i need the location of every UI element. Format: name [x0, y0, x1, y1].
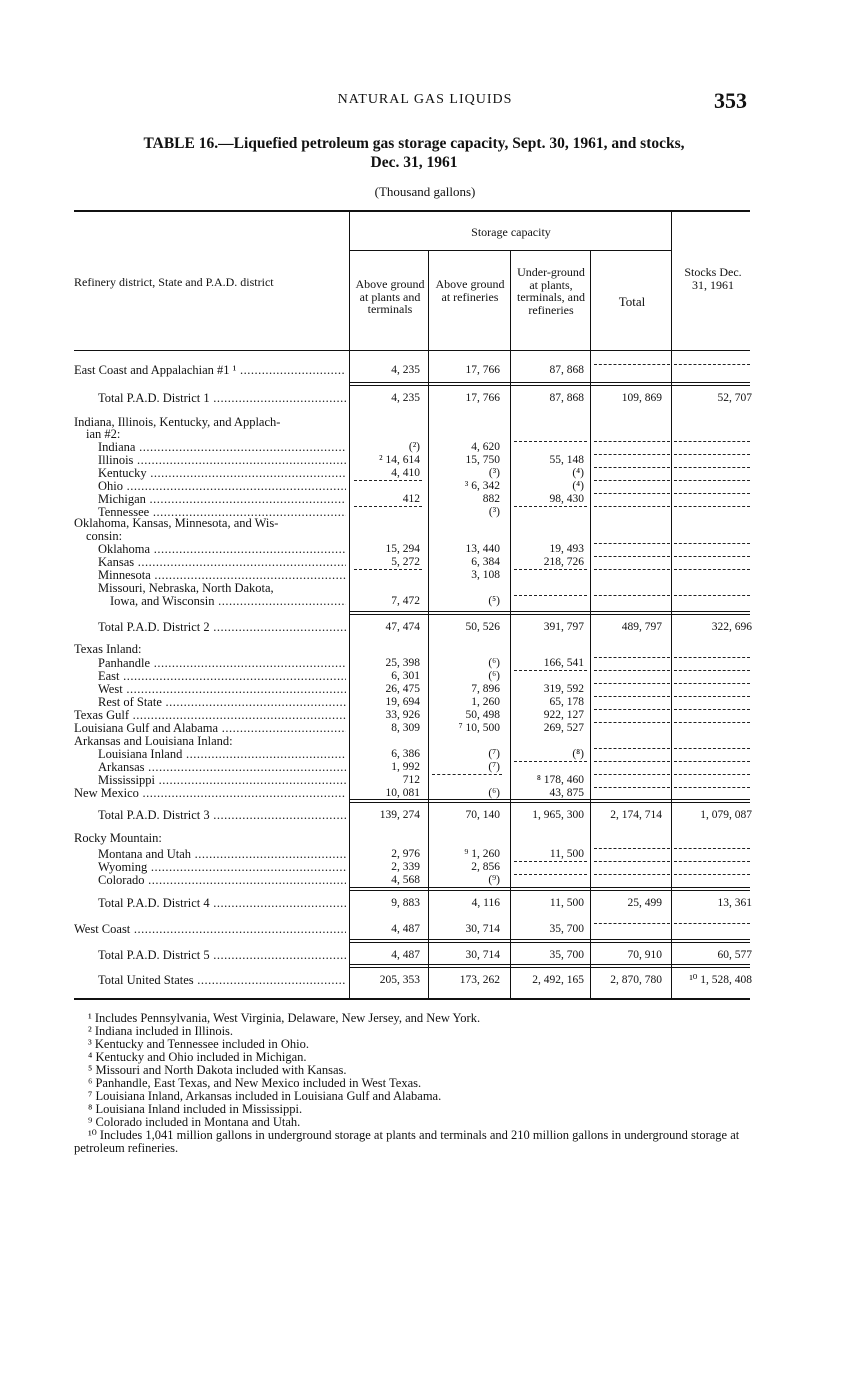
table-title-line-2: Dec. 31, 1961 — [370, 154, 458, 171]
table-row — [74, 861, 754, 874]
empty-cell-leader — [674, 709, 750, 710]
total-separator-rule — [350, 967, 750, 968]
table-row — [74, 774, 754, 787]
cell-above-ground-plants: 25, 398 — [385, 657, 420, 669]
cell-above-ground-plants: 4, 410 — [391, 467, 420, 479]
empty-cell-leader — [674, 595, 750, 596]
cell-above-ground-refineries: 4, 620 — [471, 441, 500, 453]
table-row — [74, 493, 754, 506]
total-row — [74, 392, 754, 405]
empty-cell-leader — [594, 861, 670, 862]
table-row — [74, 595, 754, 608]
cell-stocks: 52, 707 — [717, 392, 752, 404]
cell-underground: 35, 700 — [549, 949, 584, 961]
row-label: Total P.A.D. District 2 ..... — [74, 621, 346, 634]
table-top-rule — [74, 210, 750, 212]
row-label: Colorado ..... — [74, 874, 346, 887]
cell-total: 2, 174, 714 — [610, 809, 662, 821]
row-label: Kentucky ..... — [74, 467, 346, 480]
table-row — [74, 582, 754, 595]
footnote: ³ Kentucky and Tennessee included in Ohio. — [88, 1037, 309, 1051]
empty-cell-leader — [354, 506, 422, 507]
empty-cell-leader — [514, 595, 587, 596]
empty-cell-leader — [594, 506, 670, 507]
empty-cell-leader — [674, 493, 750, 494]
total-separator-rule — [350, 385, 750, 386]
row-label: Total P.A.D. District 4 ..... — [74, 897, 346, 910]
cell-total: 2, 870, 780 — [610, 974, 662, 986]
cell-stocks: 322, 696 — [711, 621, 752, 633]
row-label: Illinois ..... — [74, 454, 346, 467]
cell-underground: 269, 527 — [543, 722, 584, 734]
cell-above-ground-refineries: 7, 896 — [471, 683, 500, 695]
empty-cell-leader — [514, 506, 587, 507]
cell-above-ground-plants: 7, 472 — [391, 595, 420, 607]
total-separator-rule — [350, 611, 750, 612]
total-separator-rule — [350, 887, 750, 888]
row-label: Oklahoma ..... — [74, 543, 346, 556]
cell-underground: 87, 868 — [549, 392, 584, 404]
cell-above-ground-plants: 4, 235 — [391, 392, 420, 404]
empty-cell-leader — [594, 569, 670, 570]
empty-cell-leader — [514, 441, 587, 442]
cell-underground: 11, 500 — [549, 897, 584, 909]
row-label: Total P.A.D. District 3 ..... — [74, 809, 346, 822]
row-label: Missouri, Nebraska, North Dakota, — [98, 582, 274, 595]
empty-cell-leader — [674, 670, 750, 671]
empty-cell-leader — [674, 722, 750, 723]
empty-cell-leader — [674, 848, 750, 849]
cell-underground: (⁴) — [572, 480, 584, 492]
col-total-header: Total — [618, 294, 646, 309]
row-label: Louisiana Gulf and Alabama ..... — [74, 722, 346, 735]
cell-stocks: ¹⁰ 1, 528, 408 — [689, 974, 752, 986]
footnote: ¹⁰ Includes 1,041 million gallons in underground storage at plants and terminals and 210 million gallons in underground storage at petroleum refineries. — [74, 1128, 740, 1155]
row-label: West ..... — [74, 683, 346, 696]
table-row — [74, 761, 754, 774]
empty-cell-leader — [674, 569, 750, 570]
cell-underground: (⁴) — [572, 467, 584, 479]
row-label: Kansas ..... — [74, 556, 346, 569]
cell-above-ground-refineries: 2, 856 — [471, 861, 500, 873]
table-row — [74, 683, 754, 696]
footnotes — [74, 1012, 754, 1155]
empty-cell-leader — [594, 774, 670, 775]
total-separator-rule — [350, 802, 750, 803]
cell-total: 489, 797 — [621, 621, 662, 633]
cell-above-ground-plants: 26, 475 — [385, 683, 420, 695]
empty-cell-leader — [594, 848, 670, 849]
cell-above-ground-plants: 8, 309 — [391, 722, 420, 734]
row-label: Michigan ..... — [74, 493, 346, 506]
cell-total: 109, 869 — [621, 392, 662, 404]
table-row — [74, 556, 754, 569]
cell-total: 25, 499 — [627, 897, 662, 909]
cell-underground: 166, 541 — [543, 657, 584, 669]
table-row — [74, 748, 754, 761]
row-label: Total P.A.D. District 5 ..... — [74, 949, 346, 962]
total-separator-rule — [350, 939, 750, 940]
cell-above-ground-plants: 47, 474 — [385, 621, 420, 633]
cell-above-ground-refineries: (⁹) — [488, 874, 500, 886]
cell-above-ground-refineries: 13, 440 — [465, 543, 500, 555]
empty-cell-leader — [594, 493, 670, 494]
cell-above-ground-plants: 4, 235 — [391, 364, 420, 376]
cell-underground: 43, 875 — [549, 787, 584, 799]
cell-above-ground-plants: 5, 272 — [391, 556, 420, 568]
cell-underground: 1, 965, 300 — [532, 809, 584, 821]
cell-above-ground-refineries: ⁷ 10, 500 — [458, 722, 500, 734]
empty-cell-leader — [594, 722, 670, 723]
empty-cell-leader — [594, 874, 670, 875]
cell-above-ground-refineries: (⁷) — [488, 748, 500, 760]
cell-above-ground-refineries: 50, 526 — [465, 621, 500, 633]
empty-cell-leader — [514, 569, 587, 570]
cell-above-ground-refineries: (⁶) — [488, 787, 500, 799]
empty-cell-leader — [594, 441, 670, 442]
cell-underground: 2, 492, 165 — [532, 974, 584, 986]
empty-cell-leader — [674, 774, 750, 775]
cell-underground: 35, 700 — [549, 923, 584, 935]
row-label: Tennessee ..... — [74, 506, 346, 519]
cell-underground: 218, 726 — [543, 556, 584, 568]
empty-cell-leader — [594, 467, 670, 468]
empty-cell-leader — [674, 506, 750, 507]
cell-underground: 19, 493 — [549, 543, 584, 555]
empty-cell-leader — [594, 480, 670, 481]
cell-underground: 319, 592 — [543, 683, 584, 695]
footnote: ² Indiana included in Illinois. — [88, 1024, 234, 1038]
cell-above-ground-refineries: 30, 714 — [465, 949, 500, 961]
empty-cell-leader — [594, 364, 670, 365]
footnote: ⁷ Louisiana Inland, Arkansas included in Louisiana Gulf and Alabama. — [88, 1089, 442, 1103]
footnote: ⁹ Colorado included in Montana and Utah. — [88, 1115, 301, 1129]
row-label: Minnesota ..... — [74, 569, 346, 582]
row-label: Arkansas and Louisiana Inland: — [74, 735, 233, 748]
table-title-line-1: TABLE 16.—Liquefied petroleum gas storage capacity, Sept. 30, 1961, and stocks, — [143, 135, 685, 152]
empty-cell-leader — [514, 861, 587, 862]
empty-cell-leader — [594, 595, 670, 596]
table-units: (Thousand gallons) — [374, 184, 476, 199]
running-title: NATURAL GAS LIQUIDS — [337, 92, 513, 107]
cell-above-ground-plants: 4, 568 — [391, 874, 420, 886]
cell-above-ground-plants: 6, 386 — [391, 748, 420, 760]
col-stocks-header: Stocks Dec. 31, 1961 — [684, 265, 742, 292]
row-label: East Coast and Appalachian #1 ¹ ..... — [74, 364, 346, 377]
cell-underground: 98, 430 — [549, 493, 584, 505]
cell-above-ground-refineries: 17, 766 — [465, 364, 500, 376]
cell-above-ground-refineries: 15, 750 — [465, 454, 500, 466]
table-row — [74, 480, 754, 493]
cell-underground: 87, 868 — [549, 364, 584, 376]
row-label: ian #2: — [86, 428, 121, 441]
empty-cell-leader — [594, 683, 670, 684]
cell-above-ground-refineries: (⁶) — [488, 657, 500, 669]
empty-cell-leader — [674, 874, 750, 875]
empty-cell-leader — [354, 480, 422, 481]
table-row — [74, 543, 754, 556]
cell-above-ground-refineries: 882 — [482, 493, 500, 505]
row-label: Ohio ..... — [74, 480, 346, 493]
cell-above-ground-refineries: (³) — [488, 506, 500, 518]
cell-above-ground-refineries: ³ 6, 342 — [464, 480, 500, 492]
group-header-rule — [350, 250, 672, 251]
cell-above-ground-plants: 1, 992 — [391, 761, 420, 773]
row-label: New Mexico ..... — [74, 787, 346, 800]
empty-cell-leader — [674, 543, 750, 544]
row-label: Texas Inland: — [74, 643, 142, 656]
row-label: consin: — [86, 530, 123, 543]
cell-underground: (⁸) — [572, 748, 584, 760]
empty-cell-leader — [674, 761, 750, 762]
row-label: Indiana, Illinois, Kentucky, and Applach- — [74, 416, 281, 429]
empty-cell-leader — [514, 874, 587, 875]
cell-above-ground-plants: 15, 294 — [385, 543, 420, 555]
table-row — [74, 848, 754, 861]
cell-underground: 55, 148 — [549, 454, 584, 466]
table-row — [74, 364, 754, 377]
cell-above-ground-refineries: 50, 498 — [465, 709, 500, 721]
cell-above-ground-plants: (²) — [408, 441, 420, 453]
cell-above-ground-plants: 4, 487 — [391, 949, 420, 961]
empty-cell-leader — [674, 787, 750, 788]
row-label: East ..... — [74, 670, 346, 683]
cell-underground: 65, 178 — [549, 696, 584, 708]
cell-above-ground-plants: 9, 883 — [391, 897, 420, 909]
cell-above-ground-plants: 19, 694 — [385, 696, 420, 708]
total-row — [74, 897, 754, 910]
empty-cell-leader — [354, 569, 422, 570]
empty-cell-leader — [594, 670, 670, 671]
empty-cell-leader — [594, 696, 670, 697]
empty-cell-leader — [594, 543, 670, 544]
cell-above-ground-plants: 139, 274 — [379, 809, 420, 821]
cell-above-ground-refineries: 70, 140 — [465, 809, 500, 821]
cell-above-ground-plants: 2, 976 — [391, 848, 420, 860]
row-label: Wyoming ..... — [74, 861, 346, 874]
empty-cell-leader — [674, 364, 750, 365]
table-title — [74, 134, 754, 172]
row-label: Rocky Mountain: — [74, 832, 162, 845]
cell-above-ground-refineries: (⁶) — [488, 670, 500, 682]
table-row — [74, 454, 754, 467]
table-row — [74, 517, 754, 530]
cell-above-ground-refineries: 3, 108 — [471, 569, 500, 581]
cell-above-ground-plants: 412 — [402, 493, 420, 505]
table-row — [74, 709, 754, 722]
cell-above-ground-refineries: ⁹ 1, 260 — [464, 848, 500, 860]
empty-cell-leader — [674, 441, 750, 442]
empty-cell-leader — [674, 923, 750, 924]
cell-above-ground-refineries: 30, 714 — [465, 923, 500, 935]
empty-cell-leader — [594, 787, 670, 788]
cell-above-ground-plants: 2, 339 — [391, 861, 420, 873]
table-row — [74, 722, 754, 735]
total-separator-rule — [350, 890, 750, 891]
cell-above-ground-plants: 712 — [402, 774, 420, 786]
table-row — [74, 923, 754, 936]
empty-cell-leader — [594, 923, 670, 924]
table-row — [74, 696, 754, 709]
table-row — [74, 832, 754, 845]
cell-above-ground-plants: 33, 926 — [385, 709, 420, 721]
row-label: Iowa, and Wisconsin ..... — [74, 595, 346, 608]
row-label: Arkansas ..... — [74, 761, 346, 774]
row-label: Louisiana Inland ..... — [74, 748, 346, 761]
cell-above-ground-plants: 4, 487 — [391, 923, 420, 935]
empty-cell-leader — [674, 480, 750, 481]
footnote: ⁸ Louisiana Inland included in Mississippi. — [88, 1102, 303, 1116]
row-label: Panhandle ..... — [74, 657, 346, 670]
empty-cell-leader — [674, 683, 750, 684]
row-label: Total P.A.D. District 1 ..... — [74, 392, 346, 405]
empty-cell-leader — [594, 748, 670, 749]
cell-stocks: 13, 361 — [717, 897, 752, 909]
cell-above-ground-refineries: (⁷) — [488, 761, 500, 773]
row-label: Indiana ..... — [74, 441, 346, 454]
stub-header: Refinery district, State and P.A.D. district — [74, 275, 274, 289]
total-row — [74, 974, 754, 987]
empty-cell-leader — [514, 761, 587, 762]
cell-stocks: 1, 079, 087 — [700, 809, 752, 821]
cell-stocks: 60, 577 — [717, 949, 752, 961]
empty-cell-leader — [674, 748, 750, 749]
footnote: ⁵ Missouri and North Dakota included with Kansas. — [88, 1063, 347, 1077]
cell-above-ground-plants: 205, 353 — [379, 974, 420, 986]
empty-cell-leader — [674, 657, 750, 658]
cell-total: 70, 910 — [627, 949, 662, 961]
table-bottom-rule — [74, 998, 750, 1000]
empty-cell-leader — [674, 467, 750, 468]
total-row — [74, 621, 754, 634]
storage-capacity-header: Storage capacity — [471, 225, 551, 239]
header-bottom-rule — [74, 350, 750, 351]
cell-underground: 922, 127 — [543, 709, 584, 721]
total-row — [74, 809, 754, 822]
cell-underground: 11, 500 — [549, 848, 584, 860]
empty-cell-leader — [514, 670, 587, 671]
row-label: Montana and Utah ..... — [74, 848, 346, 861]
table-row — [74, 569, 754, 582]
table-row — [74, 530, 754, 543]
empty-cell-leader — [594, 657, 670, 658]
footnote: ¹ Includes Pennsylvania, West Virginia, Delaware, New Jersey, and New York. — [88, 1011, 481, 1025]
footnote: ⁴ Kentucky and Ohio included in Michigan. — [88, 1050, 307, 1064]
table-row — [74, 428, 754, 441]
empty-cell-leader — [594, 556, 670, 557]
cell-above-ground-refineries: 4, 116 — [471, 897, 500, 909]
row-label: Texas Gulf ..... — [74, 709, 346, 722]
cell-above-ground-refineries: 17, 766 — [465, 392, 500, 404]
empty-cell-leader — [674, 454, 750, 455]
total-separator-rule — [350, 799, 750, 800]
table-row — [74, 874, 754, 887]
row-label: Total United States ..... — [74, 974, 346, 987]
empty-cell-leader — [594, 761, 670, 762]
empty-cell-leader — [674, 696, 750, 697]
cell-above-ground-refineries: (³) — [488, 467, 500, 479]
row-label: Rest of State ..... — [74, 696, 346, 709]
empty-cell-leader — [674, 556, 750, 557]
col-above-ground-plants-header: Above ground at plants and terminals — [355, 277, 425, 316]
empty-cell-leader — [594, 454, 670, 455]
total-separator-rule — [350, 382, 750, 383]
total-separator-rule — [350, 614, 750, 615]
table-row — [74, 467, 754, 480]
empty-cell-leader — [674, 861, 750, 862]
table-row — [74, 441, 754, 454]
col-above-ground-refineries-header: Above ground at refineries — [435, 277, 505, 304]
cell-above-ground-plants: ² 14, 614 — [379, 454, 420, 466]
cell-above-ground-plants: 6, 301 — [391, 670, 420, 682]
page-number: 353 — [714, 88, 747, 113]
col-underground-header: Under-ground at plants, terminals, and refineries — [517, 265, 585, 317]
empty-cell-leader — [432, 774, 502, 775]
table-row — [74, 657, 754, 670]
table-row — [74, 670, 754, 683]
footnote: ⁶ Panhandle, East Texas, and New Mexico included in West Texas. — [88, 1076, 422, 1090]
row-label: Oklahoma, Kansas, Minnesota, and Wis- — [74, 517, 279, 530]
cell-above-ground-refineries: 173, 262 — [459, 974, 500, 986]
cell-above-ground-refineries: 1, 260 — [471, 696, 500, 708]
row-label: Mississippi ..... — [74, 774, 346, 787]
cell-underground: 391, 797 — [543, 621, 584, 633]
cell-above-ground-plants: 10, 081 — [385, 787, 420, 799]
total-separator-rule — [350, 942, 750, 943]
table-row — [74, 735, 754, 748]
cell-above-ground-refineries: 6, 384 — [471, 556, 500, 568]
total-row — [74, 949, 754, 962]
cell-above-ground-refineries: (⁵) — [488, 595, 500, 607]
cell-underground: ⁸ 178, 460 — [536, 774, 584, 786]
total-separator-rule — [350, 964, 750, 965]
row-label: West Coast ..... — [74, 923, 346, 936]
empty-cell-leader — [594, 709, 670, 710]
table-row — [74, 643, 754, 656]
